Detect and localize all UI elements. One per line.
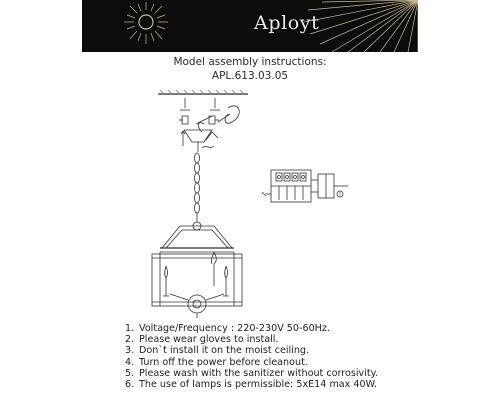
model-number: APL.613.03.05: [211, 70, 289, 82]
sunburst-graphic: [82, 0, 418, 52]
document-title: Model assembly instructions:: [173, 56, 327, 68]
instruction-item: 5. Please wash with the sanitizer without corrosivity.: [125, 367, 378, 379]
instruction-list: [125, 323, 378, 390]
assembly-diagram: [0, 84, 500, 320]
instruction-item: 3. Don`t install it on the moist ceiling.: [125, 345, 310, 357]
instruction-item: 1. Voltage/Frequency : 220-230V 50-60Hz.: [125, 323, 330, 334]
brand-logo: Aployt: [254, 12, 320, 34]
brand-banner: [82, 0, 418, 52]
ceiling-mount: [158, 90, 248, 140]
instruction-item: 2. Please wear gloves to install.: [125, 334, 279, 346]
lamp-body: [152, 222, 242, 318]
suspension-chain: [195, 153, 200, 222]
canopy: [181, 130, 214, 152]
warning-symbol: !: [338, 191, 342, 199]
instruction-item: 4. Turn off the power before cleanout.: [125, 356, 308, 368]
wiring-terminal-diagram: [262, 170, 348, 202]
instruction-item: 6. The use of lamps is permissible: 5xE14 max 40W.: [125, 379, 378, 391]
